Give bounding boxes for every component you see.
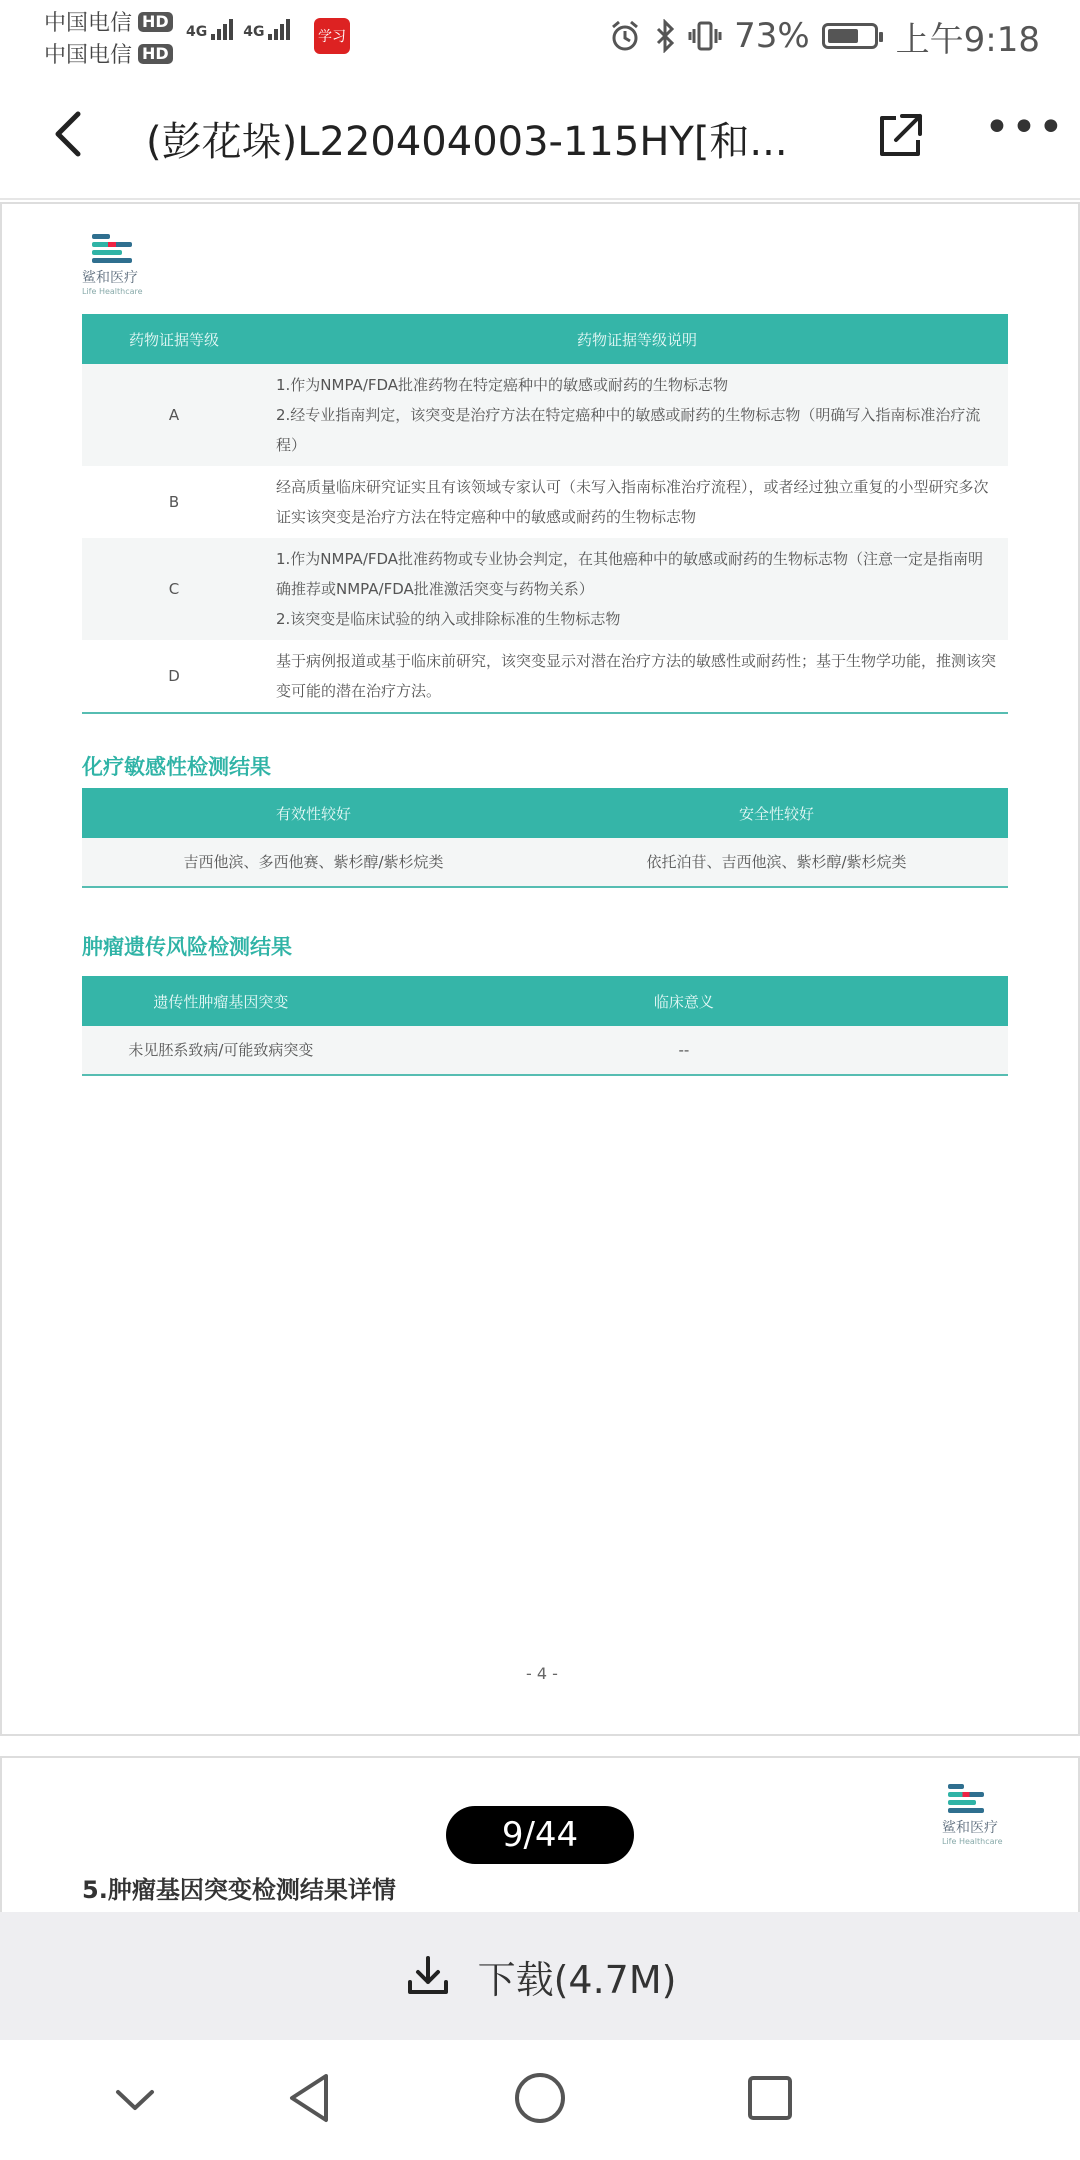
evidence-description-cell xyxy=(266,538,1008,640)
chevron-down-icon xyxy=(110,2074,160,2124)
download-label: 下载(4.7M) xyxy=(477,1957,677,2002)
more-dots-icon: ••• xyxy=(984,102,1065,153)
logo-mark-icon xyxy=(92,234,140,263)
hereditary-section-title: 肿瘤遗传风险检测结果 xyxy=(82,935,292,959)
table-header: 遗传性肿瘤基因突变 xyxy=(82,976,360,1026)
table-cell: 未见胚系致病/可能致病突变 xyxy=(82,1026,360,1075)
logo-en-text: Life Healthcare xyxy=(942,1837,1003,1846)
network-type: 4G xyxy=(186,24,208,40)
description-line: 1.作为NMPA/FDA批准药物或专业协会判定，在其他癌种中的敏感或耐药的生物标志物（注意一定是指南明确推荐或NMPA/FDA批准激活突变与药物关系） xyxy=(276,550,984,598)
table-header: 安全性较好 xyxy=(545,788,1008,838)
carrier-row-2 xyxy=(44,38,173,69)
evidence-level-table xyxy=(82,314,1008,714)
logo-cn-text: 鲨和医疗 xyxy=(942,1820,998,1836)
evidence-description-cell xyxy=(266,364,1008,466)
carrier-label: 中国电信 xyxy=(44,43,133,68)
evidence-description-cell xyxy=(266,640,1008,713)
nav-home-button[interactable] xyxy=(512,2070,568,2126)
hd-badge: HD xyxy=(138,12,173,32)
table-row xyxy=(82,640,1008,713)
back-button[interactable] xyxy=(40,104,100,164)
table-header: 临床意义 xyxy=(360,976,1008,1026)
alarm-icon xyxy=(608,19,642,53)
logo-mark-icon xyxy=(948,1784,992,1813)
home-circle-icon xyxy=(512,2070,568,2126)
clock: 上午9:18 xyxy=(895,19,1040,60)
description-line: 2.该突变是临床试验的纳入或排除标准的生物标志物 xyxy=(276,610,621,628)
carrier-label: 中国电信 xyxy=(44,11,133,36)
hereditary-result-table xyxy=(82,976,1008,1076)
page-indicator: 9/44 xyxy=(446,1806,634,1864)
battery-percent: 73% xyxy=(734,16,810,56)
share-icon xyxy=(872,108,928,164)
table-row xyxy=(82,466,1008,538)
table-row xyxy=(82,1026,1008,1075)
logo-cn-text: 鲨和医疗 xyxy=(82,270,138,286)
description-line: 基于病例报道或基于临床前研究，该突变显示对潜在治疗方法的敏感性或耐药性；基于生物学功能，推测该突变可能的潜在治疗方法。 xyxy=(276,652,997,700)
recents-square-icon xyxy=(742,2070,798,2126)
back-triangle-icon xyxy=(282,2070,338,2126)
evidence-level-cell: C xyxy=(82,538,266,640)
evidence-level-cell: A xyxy=(82,364,266,466)
download-icon xyxy=(404,1952,452,2000)
evidence-description-cell xyxy=(266,466,1008,538)
company-logo xyxy=(942,1784,1022,1846)
status-bar xyxy=(0,0,1080,70)
description-line: 1.作为NMPA/FDA批准药物在特定癌种中的敏感或耐药的生物标志物 xyxy=(276,376,729,394)
description-line: 经高质量临床研究证实且有该领域专家认可（未写入指南标准治疗流程），或者经过独立重复的小型研究多次证实该突变是治疗方法在特定癌种中的敏感或耐药的生物标志物 xyxy=(276,478,989,526)
table-header: 药物证据等级说明 xyxy=(266,314,1008,364)
table-cell: 依托泊苷、吉西他滨、紫杉醇/紫杉烷类 xyxy=(545,838,1008,887)
bluetooth-icon xyxy=(654,19,676,53)
nav-recents-button[interactable] xyxy=(742,2070,798,2126)
table-row xyxy=(82,538,1008,640)
carrier-row-1 xyxy=(44,6,173,37)
table-cell: -- xyxy=(360,1026,1008,1075)
app-notification-icon: 学习 xyxy=(314,18,350,54)
title-divider xyxy=(0,198,1080,200)
chemo-section-title: 化疗敏感性检测结果 xyxy=(82,755,271,779)
table-row xyxy=(82,838,1008,887)
battery-icon xyxy=(822,23,878,49)
signal-icon xyxy=(268,16,290,40)
hd-badge: HD xyxy=(138,44,173,64)
evidence-level-cell: D xyxy=(168,667,180,685)
document-title: (彭花垛)L220404003-115HY[和... xyxy=(146,119,788,165)
chemo-result-table xyxy=(82,788,1008,888)
company-logo xyxy=(82,234,162,296)
vibrate-icon xyxy=(688,19,722,53)
status-right xyxy=(608,14,1040,58)
nav-back-button[interactable] xyxy=(282,2070,338,2126)
back-arrow-icon xyxy=(40,104,100,164)
signal-group xyxy=(186,16,290,40)
logo-en-text: Life Healthcare xyxy=(82,287,143,296)
table-cell: 吉西他滨、多西他赛、紫杉醇/紫杉烷类 xyxy=(82,838,545,887)
description-line: 2.经专业指南判定，该突变是治疗方法在特定癌种中的敏感或耐药的生物标志物（明确写入指南标准治疗流程） xyxy=(276,406,981,454)
table-header: 有效性较好 xyxy=(82,788,545,838)
table-header: 药物证据等级 xyxy=(82,314,266,364)
evidence-level-cell: B xyxy=(168,493,180,511)
page-number: - 4 - xyxy=(526,1664,558,1683)
system-nav-bar xyxy=(0,2040,1080,2160)
more-button[interactable] xyxy=(984,102,1065,164)
battery-fill xyxy=(828,29,859,43)
share-button[interactable] xyxy=(872,108,928,164)
title-bar xyxy=(0,70,1080,198)
document-page[interactable] xyxy=(0,202,1080,1736)
download-button[interactable] xyxy=(0,1912,1080,2040)
signal-icon xyxy=(211,16,233,40)
hide-nav-button[interactable] xyxy=(110,2074,160,2124)
table-row xyxy=(82,364,1008,466)
section-heading: 5.肿瘤基因突变检测结果详情 xyxy=(82,1876,396,1904)
network-type: 4G xyxy=(243,24,265,40)
